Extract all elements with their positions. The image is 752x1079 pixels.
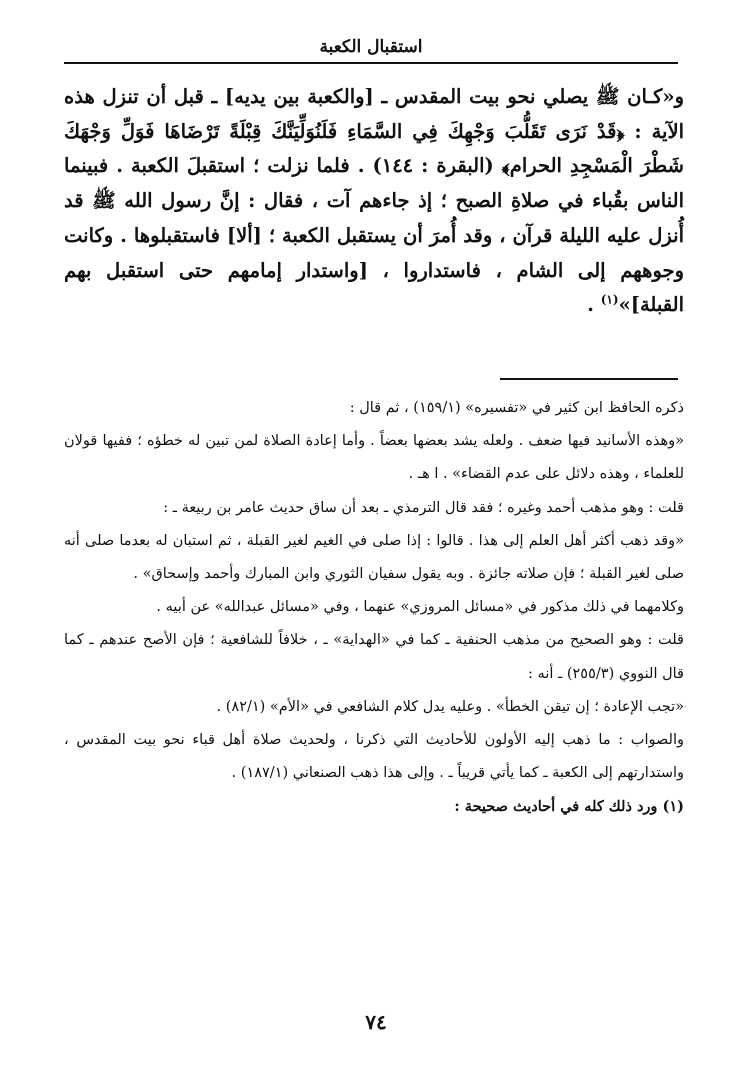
footnote-divider bbox=[500, 378, 678, 380]
footnote-paragraph: وكلامهما في ذلك مذكور في «مسائل المروزي» عنهما ، وفي «مسائل عبدالله» عن أبيه . bbox=[156, 599, 684, 616]
main-paragraph bbox=[64, 80, 684, 323]
footnote-paragraph: قلت : وهو مذهب أحمد وغيره ؛ فقد قال الترمذي ـ بعد أن ساق حديث عامر بن ربيعة ـ : bbox=[163, 499, 684, 516]
footnote-paragraph: قلت : وهو الصحيح من مذهب الحنفية ـ كما في «الهداية» ـ ، خلافاً للشافعية ؛ فإن الأصح عندهم ـ كما قال النووي (٢٥٥/٣) ـ أنه : bbox=[64, 632, 684, 682]
main-text bbox=[64, 80, 684, 323]
footnote-paragraph: والصواب : ما ذهب إليه الأولون للأحاديث التي ذكرنا ، ولحديث صلاة أهل قباء نحو بيت المقدس ، واستدارتهم إلى الكعبة ـ كما يأتي قريباً ـ . وإلى هذا ذهب الصنعاني (١٨٧/١) . bbox=[64, 732, 684, 782]
page-number: ٧٤ bbox=[365, 1010, 387, 1034]
footnote-paragraph: «وهذه الأسانيد فيها ضعف . ولعله يشد بعضها بعضاً . وأما إعادة الصلاة لمن تبين له خطؤه ؛ ففيها قولان للعلماء ، وهذه دلائل على عدم القضاء» . ا هـ . bbox=[64, 433, 684, 483]
trailing-period: . bbox=[587, 293, 601, 317]
footnote-paragraph: «وقد ذهب أكثر أهل العلم إلى هذا . قالوا : إذا صلى في الغيم لغير القبلة ، ثم استبان له بعدما صلى أنه صلى لغير القبلة ؛ فإن صلاته جائزة . وبه يقول سفيان الثوري وابن المبارك وأحمد وإسحاق» . bbox=[64, 532, 684, 583]
footnote-marker: (١) bbox=[600, 292, 619, 307]
running-header: استقبال الكعبة bbox=[319, 37, 423, 57]
footnote-paragraph: ذكره الحافظ ابن كثير في «تفسيره» (١٥٩/١) ، ثم قال : bbox=[349, 400, 684, 416]
footnotes bbox=[64, 392, 684, 824]
main-paragraph-text: و«كـان ﷺ يصلي نحو بيت المقدس ـ [والكعبة بين يديه] ـ قبل أن تنزل هذه الآية : ﴿قَدْ نَرَى تَقَلُّبَ وَجْهِكَ فِي السَّمَاءِ فَلَنُوَلِّيَنَّكَ قِبْلَةً تَرْضَاهَا فَوَلِّ وَجْهَكَ شَطْرَ الْمَسْجِدِ الحرام﴾ (البقرة : ١٤٤) . فلما نزلت ؛ استقبلَ الكعبة . فبينما الناس بقُباء في صلاةِ الصبح ؛ إذ جاءهم آت ، فقال : إنَّ رسول الله ﷺ قد أُنزل عليه الليلة قرآن ، وقد أُمرَ أن يستقبل الكعبة ؛ [ألا] فاستقبلوها . وكانت وجوههم إلى الشام ، فاستداروا ، [واستدار إمامهم حتى استقبل بهم القبلة]» bbox=[64, 85, 684, 317]
header-divider bbox=[64, 62, 678, 64]
footnote-paragraph: (١) ورد ذلك كله في أحاديث صحيحة : bbox=[454, 798, 684, 816]
footnote-paragraph: «تجب الإعادة ؛ إن تيقن الخطأ» . وعليه يدل كلام الشافعي في «الأم» (٨٢/١) . bbox=[216, 698, 684, 715]
